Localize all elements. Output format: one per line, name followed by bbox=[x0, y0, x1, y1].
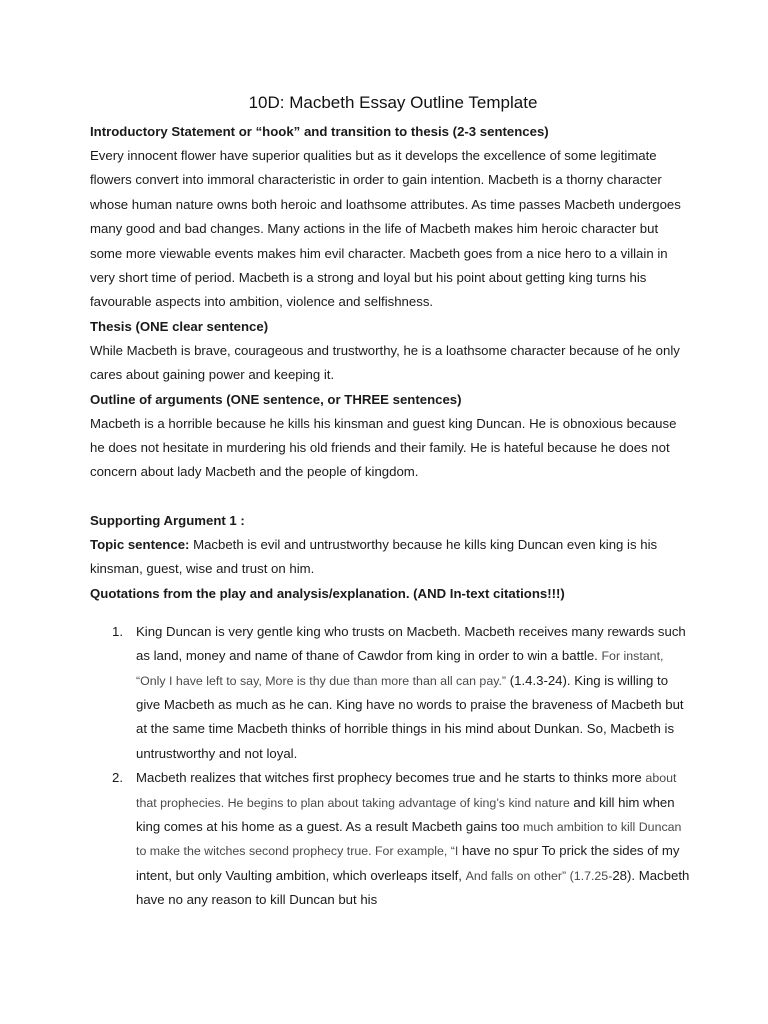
list-item bbox=[90, 766, 690, 912]
list-item-text: (1.4.3-24). King is willing to give Macbeth as much as he can. King have no words to praise the braveness of Macbeth but at the same time Macbeth thinks of horrible things in his mind about Dunkan. So, Macbeth is untrustworthy and not loyal. bbox=[136, 672, 684, 761]
document-page bbox=[90, 92, 690, 913]
intro-paragraph: Every innocent flower have superior qualities but as it develops the excellence of some legitimate flowers convert into immoral characteristic in order to gain intention. Macbeth is a thorny character whose human nature owns both heroic and loathsome attributes. As time passes Macbeth undergoes many good and bad changes. Many actions in the life of Macbeth makes him heroic character but some more viewable events makes him evil character. Macbeth goes from a nice hero to a villain in very short time of period. Macbeth is a strong and loyal but his point about getting king turns his favourable aspects into ambition, violence and selfishness. bbox=[90, 148, 681, 310]
thesis-paragraph: While Macbeth is brave, courageous and trustworthy, he is a loathsome character because of he only cares about gaining power and keeping it. bbox=[90, 342, 680, 383]
intro-heading: Introductory Statement or “hook” and transition to thesis (2-3 sentences) bbox=[90, 124, 549, 139]
list-item bbox=[90, 620, 690, 766]
list-item-number: 1. bbox=[112, 623, 123, 639]
list-item-number: 2. bbox=[112, 770, 123, 786]
topic-sentence-label: Topic sentence: bbox=[90, 536, 190, 552]
outline-paragraph: Macbeth is a horrible because he kills his kinsman and guest king Duncan. He is obnoxious because he does not hesitate in murdering his old friends and their family. He is hateful because he does not concern about lady Macbeth and the people of kingdom. bbox=[90, 415, 677, 480]
list-item-text-faint: much ambition to kill Duncan to make the witches second prophecy true. For example, “I bbox=[136, 819, 682, 859]
list-item-quote: have no spur To prick the sides of my intent, but only Vaulting ambition, which overleaps itself, bbox=[136, 843, 680, 883]
section-spacer bbox=[90, 485, 690, 509]
quotations-heading: Quotations from the play and analysis/explanation. (AND In-text citations!!!) bbox=[90, 585, 565, 601]
outline-heading: Outline of arguments (ONE sentence, or THREE sentences) bbox=[90, 391, 462, 407]
list-item-text: Macbeth realizes that witches first prophecy becomes true and he starts to thinks more bbox=[136, 770, 646, 786]
list-item-text: 28). Macbeth have no any reason to kill Duncan but his bbox=[136, 867, 690, 908]
quotations-list bbox=[90, 620, 690, 913]
list-item-text: and kill him when king comes at his home as a guest. As a result Macbeth gains too bbox=[136, 794, 675, 834]
topic-sentence-text: Macbeth is evil and untrustworthy because he kills king Duncan even king is his kinsman, guest, wise and trust on him. bbox=[90, 536, 658, 577]
list-item-quote: For instant, “Only I have left to say, More is thy due than more than all can pay.” bbox=[136, 649, 664, 688]
topic-sentence bbox=[90, 533, 690, 582]
document-title: 10D: Macbeth Essay Outline Template bbox=[248, 93, 538, 112]
list-item-citation: And falls on other” (1.7.25- bbox=[465, 868, 613, 883]
thesis-heading: Thesis (ONE clear sentence) bbox=[90, 318, 269, 334]
list-item-text-faint: about that prophecies. He begins to plan about taking advantage of king’s kind nature bbox=[136, 771, 677, 810]
argument1-heading: Supporting Argument 1 : bbox=[90, 512, 245, 528]
list-item-text: King Duncan is very gentle king who trusts on Macbeth. Macbeth receives many rewards such as land, money and name of thane of Cawdor from king in order to win a battle. bbox=[136, 623, 686, 664]
